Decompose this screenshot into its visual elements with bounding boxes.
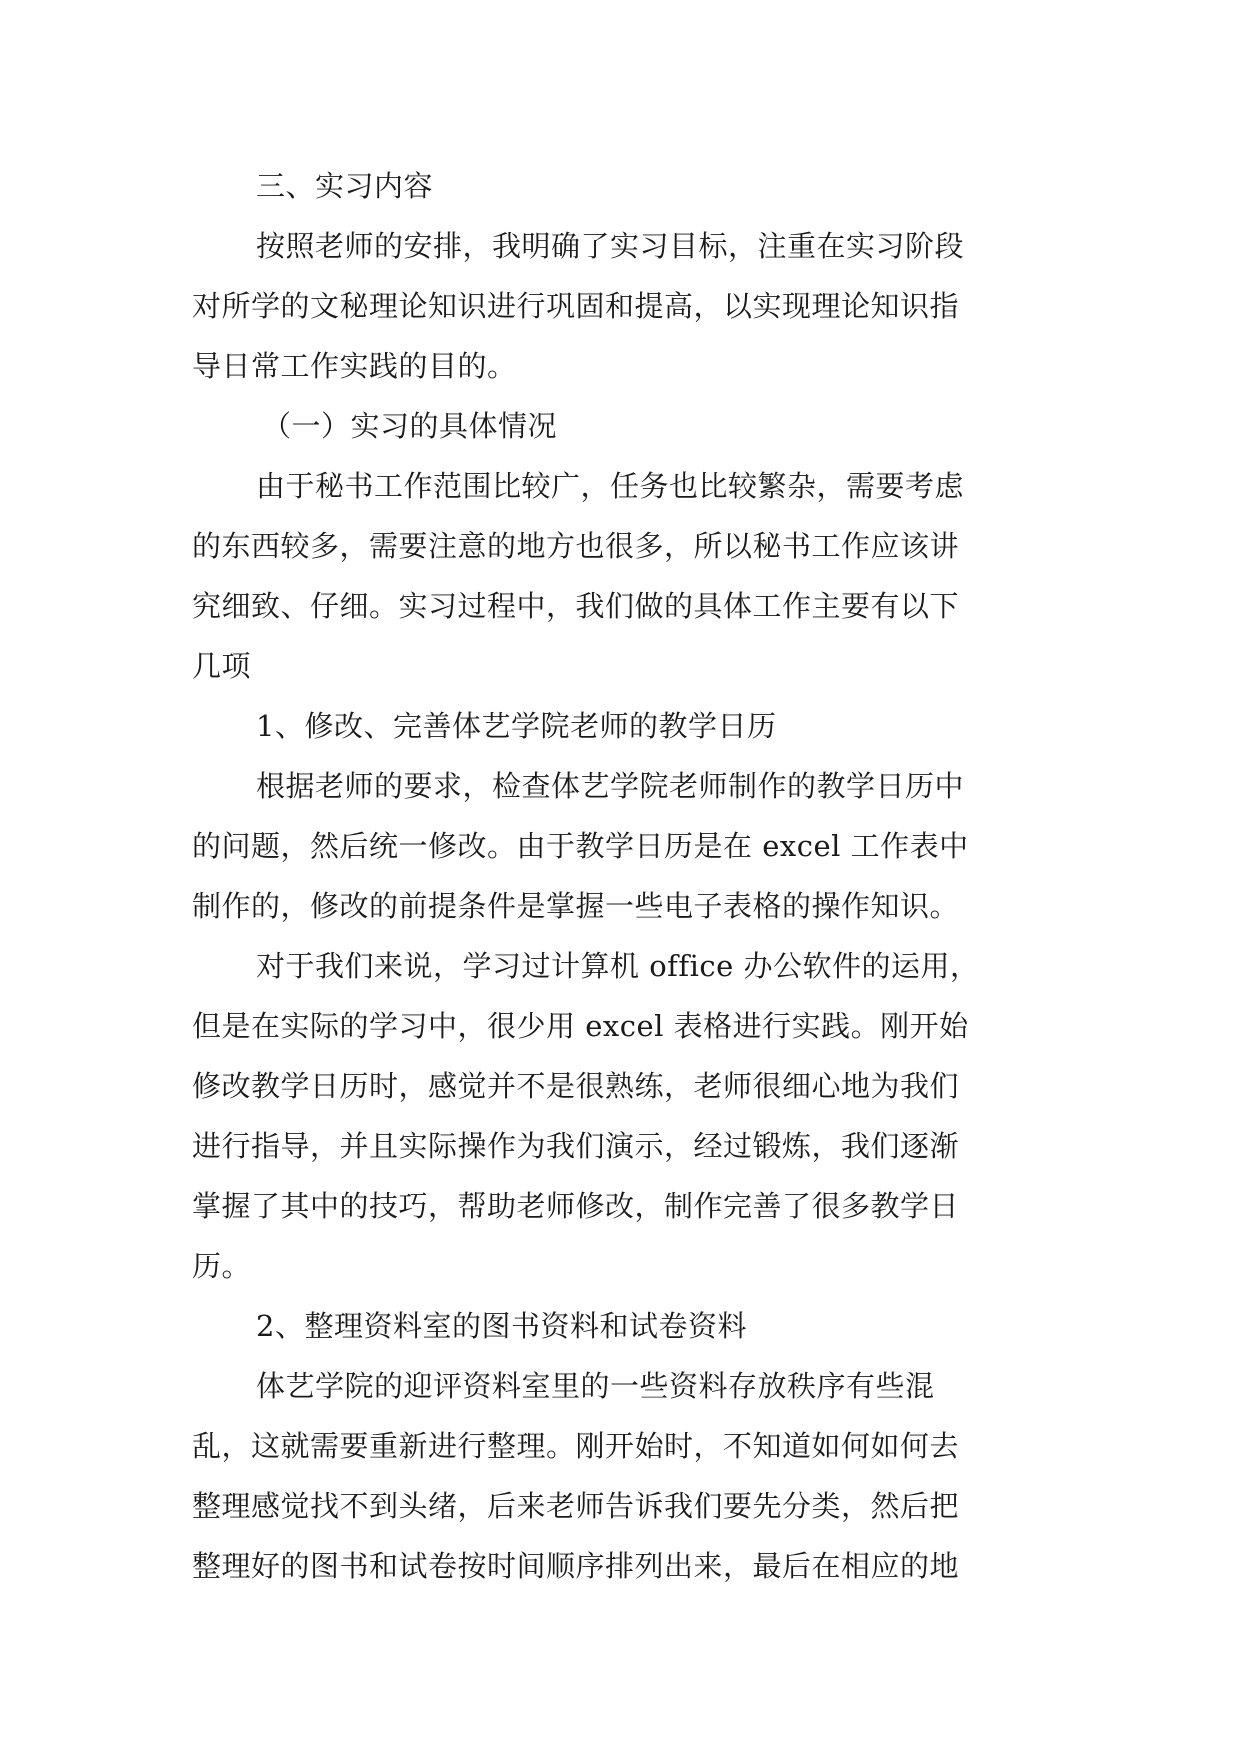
paragraph-line: 修改教学日历时，感觉并不是很熟练，老师很细心地为我们 [192,1069,960,1103]
paragraph-line: 根据老师的要求，检查体艺学院老师制作的教学日历中 [256,769,965,803]
subsection-heading: （一）实习的具体情况 [262,409,558,443]
paragraph-line: 按照老师的安排，我明确了实习目标，注重在实习阶段 [256,229,965,263]
paragraph-line: 的问题，然后统一修改。由于教学日历是在 excel 工作表中 [192,829,969,863]
paragraph-line: 由于秘书工作范围比较广，任务也比较繁杂，需要考虑 [256,469,965,503]
item-heading: 2、整理资料室的图书资料和试卷资料 [256,1309,747,1343]
paragraph-line: 对于我们来说，学习过计算机 office 办公软件的运用， [256,949,980,983]
item-heading: 1、修改、完善体艺学院老师的教学日历 [256,709,777,743]
paragraph-line: 乱，这就需要重新进行整理。刚开始时，不知道如何如何去 [192,1429,960,1463]
section-heading: 三、实习内容 [256,169,434,203]
paragraph-line: 制作的，修改的前提条件是掌握一些电子表格的操作知识。 [192,889,960,923]
paragraph-line: 的东西较多，需要注意的地方也很多，所以秘书工作应该讲 [192,529,960,563]
paragraph-line: 几项 [192,649,252,683]
paragraph-line: 掌握了其中的技巧，帮助老师修改，制作完善了很多教学日 [192,1189,960,1223]
paragraph-line: 整理好的图书和试卷按时间顺序排列出来，最后在相应的地 [192,1549,960,1583]
paragraph-line: 究细致、仔细。实习过程中，我们做的具体工作主要有以下 [192,589,960,623]
paragraph-line: 整理感觉找不到头绪，后来老师告诉我们要先分类，然后把 [192,1489,960,1523]
paragraph-line: 但是在实际的学习中，很少用 excel 表格进行实践。刚开始 [192,1009,969,1043]
paragraph-line: 对所学的文秘理论知识进行巩固和提高，以实现理论知识指 [192,289,960,323]
paragraph-line: 体艺学院的迎评资料室里的一些资料存放秩序有些混 [256,1369,935,1403]
paragraph-line: 进行指导，并且实际操作为我们演示，经过锻炼，我们逐渐 [192,1129,960,1163]
paragraph-line: 导日常工作实践的目的。 [192,349,517,383]
paragraph-line: 历。 [192,1249,252,1283]
